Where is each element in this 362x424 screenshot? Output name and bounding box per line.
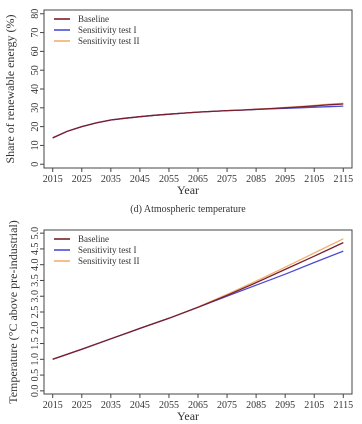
y-axis-title: Temperature (°C above pre-industrial) xyxy=(6,220,20,404)
x-tick-label: 2115 xyxy=(333,400,354,411)
x-tick-label: 2045 xyxy=(129,400,150,411)
x-tick-label: 2095 xyxy=(275,174,296,185)
x-tick-label: 2055 xyxy=(158,400,179,411)
x-axis-title: Year xyxy=(176,409,200,423)
y-tick-label: 30 xyxy=(30,102,41,113)
x-tick-label: 2075 xyxy=(217,400,238,411)
y-tick-label: 5.0 xyxy=(30,226,41,240)
legend-label: Baseline xyxy=(78,234,109,244)
legend-label: Baseline xyxy=(78,14,109,24)
y-tick-label: 2.5 xyxy=(30,305,41,319)
x-tick-label: 2065 xyxy=(188,174,208,185)
x-tick-label: 2085 xyxy=(246,174,267,185)
series-line-2 xyxy=(53,106,344,138)
y-tick-label: 0.5 xyxy=(30,368,41,382)
series-line-3 xyxy=(53,103,344,138)
x-tick-label: 2065 xyxy=(188,400,208,411)
x-tick-label: 2025 xyxy=(71,174,92,185)
legend-label: Sensitivity test II xyxy=(78,256,140,266)
y-tick-label: 3.5 xyxy=(30,274,41,287)
x-tick-label: 2015 xyxy=(42,174,63,185)
y-tick-label: 10 xyxy=(30,140,41,151)
x-tick-label: 2105 xyxy=(304,400,325,411)
x-axis-title: Year xyxy=(176,183,200,197)
x-tick-label: 2035 xyxy=(100,174,121,185)
y-tick-label: 20 xyxy=(30,121,41,132)
x-tick-label: 2095 xyxy=(275,400,296,411)
y-tick-label: 80 xyxy=(30,8,41,19)
y-tick-label: 0 xyxy=(30,161,41,167)
x-tick-label: 2035 xyxy=(100,400,121,411)
legend-label: Sensitivity test I xyxy=(78,25,137,35)
legend-label: Sensitivity test I xyxy=(78,245,137,255)
chart-panel-1 xyxy=(3,9,353,197)
series-line-2 xyxy=(53,251,344,359)
x-tick-label: 2105 xyxy=(304,174,325,185)
x-tick-label: 2075 xyxy=(217,174,238,185)
x-tick-label: 2115 xyxy=(333,174,354,185)
y-tick-label: 40 xyxy=(30,84,41,94)
panel-title: (d) Atmospheric temperature xyxy=(130,204,246,215)
y-tick-label: 3.0 xyxy=(30,289,41,303)
x-tick-label: 2085 xyxy=(246,400,267,411)
x-tick-label: 2055 xyxy=(158,174,179,185)
x-tick-label: 2015 xyxy=(42,400,63,411)
x-tick-label: 2025 xyxy=(71,400,92,411)
series-line-1 xyxy=(53,104,344,138)
y-tick-label: 0.0 xyxy=(30,384,41,398)
y-tick-label: 1.0 xyxy=(30,353,41,366)
chart-panel-2 xyxy=(6,204,353,423)
y-tick-label: 70 xyxy=(30,27,41,38)
y-tick-label: 50 xyxy=(30,65,41,76)
legend-label: Sensitivity test II xyxy=(78,36,140,46)
y-tick-label: 1.5 xyxy=(30,337,41,350)
y-tick-label: 2.0 xyxy=(30,321,41,335)
x-tick-label: 2045 xyxy=(129,174,150,185)
y-tick-label: 4.0 xyxy=(30,258,41,271)
y-axis-title: Share of renewable energy (%) xyxy=(3,14,17,164)
y-tick-label: 60 xyxy=(30,46,41,57)
y-tick-label: 4.5 xyxy=(30,242,41,256)
